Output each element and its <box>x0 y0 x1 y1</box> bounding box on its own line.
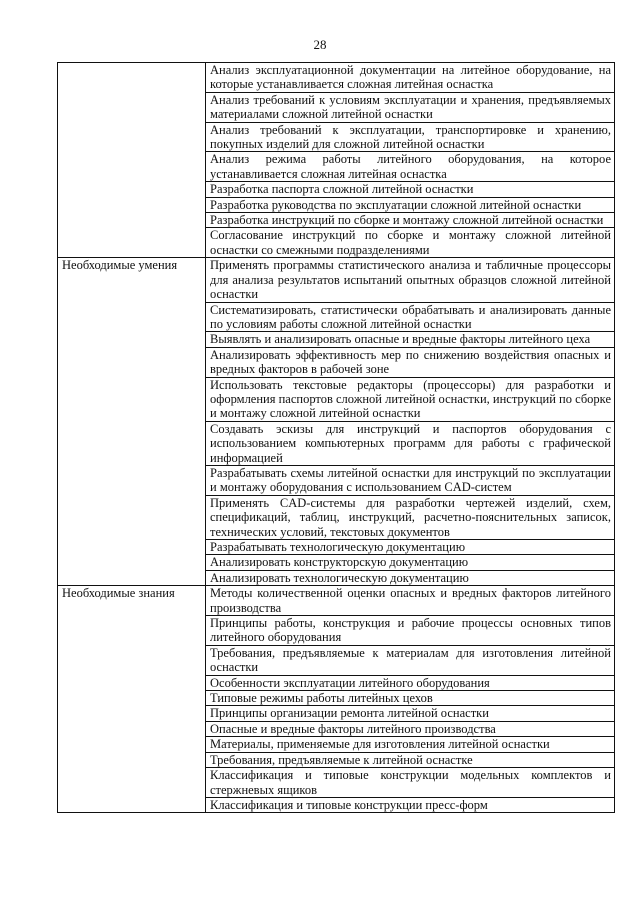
list-item: Принципы организации ремонта литейной оснастки <box>206 706 615 721</box>
list-item: Опасные и вредные факторы литейного производства <box>206 721 615 736</box>
table-row <box>58 63 615 93</box>
list-item: Классификация и типовые конструкции пресс-форм <box>206 797 615 812</box>
list-item: Разработка инструкций по сборке и монтажу сложной литейной оснастки <box>206 213 615 228</box>
list-item: Применять программы статистического анализа и табличные процессоры для анализа результатов испытаний опытных образцов сложной литейной оснастки <box>206 258 615 302</box>
page-number: 28 <box>313 37 327 52</box>
list-item: Принципы работы, конструкция и рабочие процессы основных типов литейного оборудования <box>206 616 615 646</box>
list-item: Анализ требований к эксплуатации, транспортировке и хранению, покупных изделий для сложной литейной оснастки <box>206 122 615 152</box>
table-row <box>58 586 615 616</box>
list-item: Анализировать эффективность мер по снижению воздействия опасных и вредных факторов в рабочей зоне <box>206 347 615 377</box>
list-item: Разработка паспорта сложной литейной оснастки <box>206 182 615 197</box>
section-label: Необходимые знания <box>58 586 206 813</box>
competency-table-body <box>58 63 615 813</box>
list-item: Анализировать технологическую документацию <box>206 570 615 585</box>
list-item: Анализ требований к условиям эксплуатации и хранения, предъявляемых материалами сложной литейной оснастки <box>206 92 615 122</box>
list-item: Согласование инструкций по сборке и монтажу сложной литейной оснастки со смежными подразделениями <box>206 228 615 258</box>
section-label: Необходимые умения <box>58 258 206 586</box>
list-item: Создавать эскизы для инструкций и паспортов оборудования с использованием компьютерных программ для работы с графической информацией <box>206 421 615 465</box>
list-item: Материалы, применяемые для изготовления литейной оснастки <box>206 737 615 752</box>
list-item: Методы количественной оценки опасных и вредных факторов литейного производства <box>206 586 615 616</box>
table-row <box>58 258 615 302</box>
list-item: Разрабатывать технологическую документацию <box>206 540 615 555</box>
competency-table <box>57 62 615 813</box>
list-item: Типовые режимы работы литейных цехов <box>206 691 615 706</box>
list-item: Анализировать конструкторскую документацию <box>206 555 615 570</box>
list-item: Особенности эксплуатации литейного оборудования <box>206 675 615 690</box>
list-item: Использовать текстовые редакторы (процессоры) для разработки и оформления паспортов сложной литейной оснастки, инструкций по сборке и монтажу сложной литейной оснастки <box>206 377 615 421</box>
list-item: Классификация и типовые конструкции модельных комплектов и стержневых ящиков <box>206 768 615 798</box>
list-item: Применять CAD-системы для разработки чертежей изделий, схем, спецификаций, таблиц, инструкций, расчетно-пояснительных записок, технических условий, текстовых документов <box>206 495 615 539</box>
list-item: Требования, предъявляемые к литейной оснастке <box>206 752 615 767</box>
list-item: Требования, предъявляемые к материалам для изготовления литейной оснастки <box>206 645 615 675</box>
list-item: Разрабатывать схемы литейной оснастки для инструкций по эксплуатации и монтажу оборудования с использованием CAD-систем <box>206 465 615 495</box>
list-item: Анализ режима работы литейного оборудования, на которое устанавливается сложная литейная оснастка <box>206 152 615 182</box>
list-item: Разработка руководства по эксплуатации сложной литейной оснастки <box>206 197 615 212</box>
list-item: Анализ эксплуатационной документации на литейное оборудование, на которые устанавливается сложная литейная оснастка <box>206 63 615 93</box>
list-item: Систематизировать, статистически обрабатывать и анализировать данные по условиям работы сложной литейной оснастки <box>206 302 615 332</box>
section-label <box>58 63 206 258</box>
list-item: Выявлять и анализировать опасные и вредные факторы литейного цеха <box>206 332 615 347</box>
